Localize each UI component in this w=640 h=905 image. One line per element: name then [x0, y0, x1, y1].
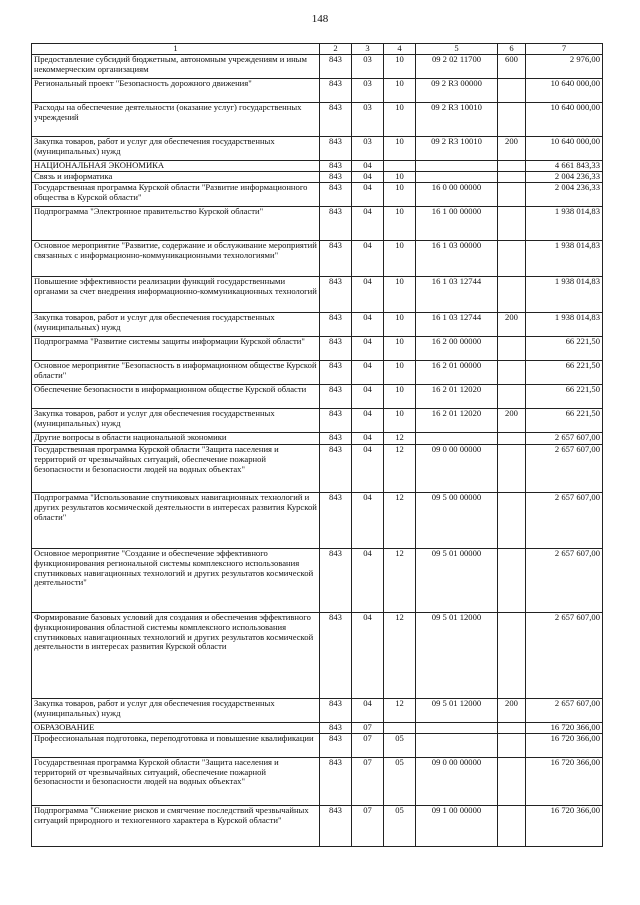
code-cell: 04: [352, 161, 384, 172]
row-name-cell: Государственная программа Курской области "Развитие информационного общества в Курской области": [32, 182, 320, 206]
row-name-cell: Основное мероприятие "Создание и обеспечение эффективного функционирования региональной системы комплексного использования спутниковых навигационных технологий и других результатов космической деятельности": [32, 548, 320, 612]
amount-cell: 66 221,50: [526, 360, 603, 384]
amount-cell: 16 720 366,00: [526, 757, 603, 805]
code-cell: [498, 444, 526, 492]
code-cell: 843: [320, 548, 352, 612]
code-cell: [498, 161, 526, 172]
code-cell: 09 2 R3 00000: [416, 79, 498, 103]
code-cell: 16 1 03 12744: [416, 312, 498, 336]
row-name-cell: Региональный проект "Безопасность дорожного движения": [32, 79, 320, 103]
table-row: [32, 698, 603, 722]
code-cell: [384, 722, 416, 733]
table-row: [32, 444, 603, 492]
code-cell: 843: [320, 206, 352, 240]
amount-cell: 2 657 607,00: [526, 698, 603, 722]
code-cell: 09 2 R3 10010: [416, 137, 498, 161]
amount-cell: 66 221,50: [526, 384, 603, 408]
code-cell: [498, 548, 526, 612]
code-cell: [498, 757, 526, 805]
table-header-row: [32, 44, 603, 55]
code-cell: 10: [384, 240, 416, 276]
code-cell: 843: [320, 757, 352, 805]
code-cell: 843: [320, 360, 352, 384]
column-header: 7: [526, 44, 603, 55]
code-cell: 10: [384, 408, 416, 432]
code-cell: 04: [352, 548, 384, 612]
code-cell: 09 2 R3 10010: [416, 103, 498, 137]
page-number: 148: [311, 13, 329, 25]
code-cell: 03: [352, 79, 384, 103]
amount-cell: 1 938 014,83: [526, 276, 603, 312]
row-name-cell: Предоставление субсидий бюджетным, автономным учреждениям и иным некоммерческим организациям: [32, 55, 320, 79]
code-cell: 200: [498, 137, 526, 161]
code-cell: 10: [384, 103, 416, 137]
code-cell: 843: [320, 805, 352, 846]
code-cell: 07: [352, 805, 384, 846]
amount-cell: 2 976,00: [526, 55, 603, 79]
code-cell: 200: [498, 698, 526, 722]
budget-table: [31, 43, 603, 847]
code-cell: 843: [320, 408, 352, 432]
table-row: [32, 312, 603, 336]
row-name-cell: Расходы на обеспечение деятельности (оказание услуг) государственных учреждений: [32, 103, 320, 137]
amount-cell: 2 004 236,33: [526, 182, 603, 206]
code-cell: [498, 805, 526, 846]
table-row: [32, 161, 603, 172]
table-row: [32, 79, 603, 103]
code-cell: 16 1 00 00000: [416, 206, 498, 240]
amount-cell: 2 657 607,00: [526, 492, 603, 548]
code-cell: 843: [320, 79, 352, 103]
code-cell: 09 5 01 00000: [416, 548, 498, 612]
code-cell: 10: [384, 79, 416, 103]
amount-cell: 66 221,50: [526, 336, 603, 360]
code-cell: 843: [320, 103, 352, 137]
code-cell: 10: [384, 55, 416, 79]
code-cell: 10: [384, 336, 416, 360]
code-cell: [498, 733, 526, 757]
code-cell: 03: [352, 103, 384, 137]
code-cell: 16 1 03 00000: [416, 240, 498, 276]
row-name-cell: Государственная программа Курской области "Защита населения и территорий от чрезвычайных ситуаций, обеспечение пожарной безопасности и безопасности людей на водных объектах": [32, 444, 320, 492]
code-cell: [416, 432, 498, 444]
code-cell: 12: [384, 698, 416, 722]
code-cell: [498, 432, 526, 444]
code-cell: [498, 384, 526, 408]
row-name-cell: Профессиональная подготовка, переподготовка и повышение квалификации: [32, 733, 320, 757]
code-cell: 12: [384, 444, 416, 492]
amount-cell: 4 661 843,33: [526, 161, 603, 172]
code-cell: 07: [352, 757, 384, 805]
code-cell: [498, 171, 526, 182]
row-name-cell: Повышение эффективности реализации функций государственными органами за счет внедрения информационно-коммуникационных технологий: [32, 276, 320, 312]
row-name-cell: Формирование базовых условий для создания и обеспечения эффективного функционирования областной системы комплексного использования спутниковых навигационных технологий и других результатов космической деятельности в интересах развития Курской области: [32, 612, 320, 698]
code-cell: 05: [384, 805, 416, 846]
code-cell: 07: [352, 733, 384, 757]
code-cell: 843: [320, 722, 352, 733]
amount-cell: 66 221,50: [526, 408, 603, 432]
code-cell: 16 2 01 00000: [416, 360, 498, 384]
amount-cell: 2 657 607,00: [526, 432, 603, 444]
row-name-cell: Закупка товаров, работ и услуг для обеспечения государственных (муниципальных) нужд: [32, 137, 320, 161]
table-row: [32, 757, 603, 805]
code-cell: 04: [352, 432, 384, 444]
code-cell: 04: [352, 312, 384, 336]
row-name-cell: Основное мероприятие "Безопасность в информационном обществе Курской области": [32, 360, 320, 384]
code-cell: 03: [352, 55, 384, 79]
code-cell: 10: [384, 182, 416, 206]
row-name-cell: ОБРАЗОВАНИЕ: [32, 722, 320, 733]
code-cell: 10: [384, 276, 416, 312]
code-cell: 10: [384, 384, 416, 408]
row-name-cell: Обеспечение безопасности в информационном обществе Курской области: [32, 384, 320, 408]
code-cell: 10: [384, 137, 416, 161]
code-cell: [498, 79, 526, 103]
table-row: [32, 733, 603, 757]
code-cell: 12: [384, 432, 416, 444]
code-cell: 05: [384, 733, 416, 757]
amount-cell: 10 640 000,00: [526, 137, 603, 161]
column-header: 5: [416, 44, 498, 55]
code-cell: 04: [352, 408, 384, 432]
code-cell: 09 0 00 00000: [416, 757, 498, 805]
code-cell: 09 1 00 00000: [416, 805, 498, 846]
table-row: [32, 336, 603, 360]
code-cell: 843: [320, 312, 352, 336]
table-row: [32, 206, 603, 240]
code-cell: [416, 171, 498, 182]
table-row: [32, 276, 603, 312]
code-cell: 843: [320, 336, 352, 360]
code-cell: 04: [352, 171, 384, 182]
table-row: [32, 103, 603, 137]
code-cell: 16 2 01 12020: [416, 384, 498, 408]
code-cell: 04: [352, 444, 384, 492]
code-cell: [498, 336, 526, 360]
row-name-cell: Основное мероприятие "Развитие, содержание и обслуживание мероприятий связанных с информационно-коммуникационными технологиями": [32, 240, 320, 276]
code-cell: 200: [498, 408, 526, 432]
row-name-cell: Закупка товаров, работ и услуг для обеспечения государственных (муниципальных) нужд: [32, 312, 320, 336]
column-header: 1: [32, 44, 320, 55]
code-cell: 843: [320, 276, 352, 312]
code-cell: 12: [384, 612, 416, 698]
table-row: [32, 722, 603, 733]
column-header: 6: [498, 44, 526, 55]
code-cell: 843: [320, 612, 352, 698]
code-cell: [416, 733, 498, 757]
code-cell: 09 0 00 00000: [416, 444, 498, 492]
amount-cell: 10 640 000,00: [526, 79, 603, 103]
row-name-cell: Подпрограмма "Развитие системы защиты информации Курской области": [32, 336, 320, 360]
code-cell: [498, 206, 526, 240]
amount-cell: 1 938 014,83: [526, 206, 603, 240]
code-cell: 09 2 02 11700: [416, 55, 498, 79]
code-cell: 09 5 01 12000: [416, 698, 498, 722]
code-cell: 04: [352, 240, 384, 276]
table-row: [32, 612, 603, 698]
code-cell: [498, 182, 526, 206]
code-cell: 04: [352, 492, 384, 548]
code-cell: [498, 492, 526, 548]
row-name-cell: Связь и информатика: [32, 171, 320, 182]
table-row: [32, 492, 603, 548]
table-row: [32, 137, 603, 161]
code-cell: 843: [320, 137, 352, 161]
amount-cell: 2 657 607,00: [526, 612, 603, 698]
code-cell: 843: [320, 698, 352, 722]
code-cell: 600: [498, 55, 526, 79]
code-cell: 09 5 00 00000: [416, 492, 498, 548]
code-cell: 843: [320, 240, 352, 276]
code-cell: [416, 722, 498, 733]
amount-cell: 10 640 000,00: [526, 103, 603, 137]
code-cell: 04: [352, 336, 384, 360]
code-cell: [498, 276, 526, 312]
amount-cell: 2 657 607,00: [526, 444, 603, 492]
code-cell: 04: [352, 384, 384, 408]
code-cell: 04: [352, 182, 384, 206]
amount-cell: 16 720 366,00: [526, 733, 603, 757]
code-cell: 843: [320, 733, 352, 757]
row-name-cell: Государственная программа Курской области "Защита населения и территорий от чрезвычайных ситуаций, обеспечение пожарной безопасности и безопасности людей на водных объектах": [32, 757, 320, 805]
amount-cell: 1 938 014,83: [526, 312, 603, 336]
table-row: [32, 432, 603, 444]
column-header: 3: [352, 44, 384, 55]
code-cell: [384, 161, 416, 172]
code-cell: 10: [384, 360, 416, 384]
row-name-cell: НАЦИОНАЛЬНАЯ ЭКОНОМИКА: [32, 161, 320, 172]
amount-cell: 1 938 014,83: [526, 240, 603, 276]
table-body: [32, 55, 603, 847]
code-cell: 843: [320, 171, 352, 182]
code-cell: 12: [384, 492, 416, 548]
code-cell: 16 0 00 00000: [416, 182, 498, 206]
code-cell: 04: [352, 206, 384, 240]
code-cell: 05: [384, 757, 416, 805]
code-cell: 04: [352, 360, 384, 384]
code-cell: 200: [498, 312, 526, 336]
code-cell: [416, 161, 498, 172]
code-cell: 04: [352, 698, 384, 722]
code-cell: 843: [320, 432, 352, 444]
code-cell: 16 1 03 12744: [416, 276, 498, 312]
row-name-cell: Закупка товаров, работ и услуг для обеспечения государственных (муниципальных) нужд: [32, 698, 320, 722]
row-name-cell: Подпрограмма "Использование спутниковых навигационных технологий и других результатов космической деятельности в интересах развития Курской области": [32, 492, 320, 548]
row-name-cell: Подпрограмма "Электронное правительство Курской области": [32, 206, 320, 240]
code-cell: 09 5 01 12000: [416, 612, 498, 698]
amount-cell: 2 004 236,33: [526, 171, 603, 182]
table-row: [32, 805, 603, 846]
row-name-cell: Другие вопросы в области национальной экономики: [32, 432, 320, 444]
row-name-cell: Подпрограмма "Снижение рисков и смягчение последствий чрезвычайных ситуаций природного и техногенного характера в Курской области": [32, 805, 320, 846]
amount-cell: 2 657 607,00: [526, 548, 603, 612]
code-cell: 843: [320, 182, 352, 206]
code-cell: 12: [384, 548, 416, 612]
code-cell: 16 2 01 12020: [416, 408, 498, 432]
table-row: [32, 384, 603, 408]
table-row: [32, 171, 603, 182]
code-cell: 07: [352, 722, 384, 733]
column-header: 4: [384, 44, 416, 55]
code-cell: [498, 240, 526, 276]
code-cell: [498, 103, 526, 137]
code-cell: 10: [384, 206, 416, 240]
code-cell: 04: [352, 276, 384, 312]
code-cell: 843: [320, 161, 352, 172]
table-row: [32, 240, 603, 276]
table-row: [32, 55, 603, 79]
code-cell: [498, 360, 526, 384]
code-cell: 843: [320, 492, 352, 548]
amount-cell: 16 720 366,00: [526, 722, 603, 733]
code-cell: 03: [352, 137, 384, 161]
row-name-cell: Закупка товаров, работ и услуг для обеспечения государственных (муниципальных) нужд: [32, 408, 320, 432]
code-cell: 04: [352, 612, 384, 698]
column-header: 2: [320, 44, 352, 55]
code-cell: 843: [320, 55, 352, 79]
code-cell: [498, 722, 526, 733]
table-row: [32, 360, 603, 384]
table-row: [32, 408, 603, 432]
code-cell: 16 2 00 00000: [416, 336, 498, 360]
amount-cell: 16 720 366,00: [526, 805, 603, 846]
code-cell: 843: [320, 384, 352, 408]
code-cell: 843: [320, 444, 352, 492]
code-cell: 10: [384, 312, 416, 336]
code-cell: [498, 612, 526, 698]
table-row: [32, 548, 603, 612]
table-row: [32, 182, 603, 206]
code-cell: 10: [384, 171, 416, 182]
